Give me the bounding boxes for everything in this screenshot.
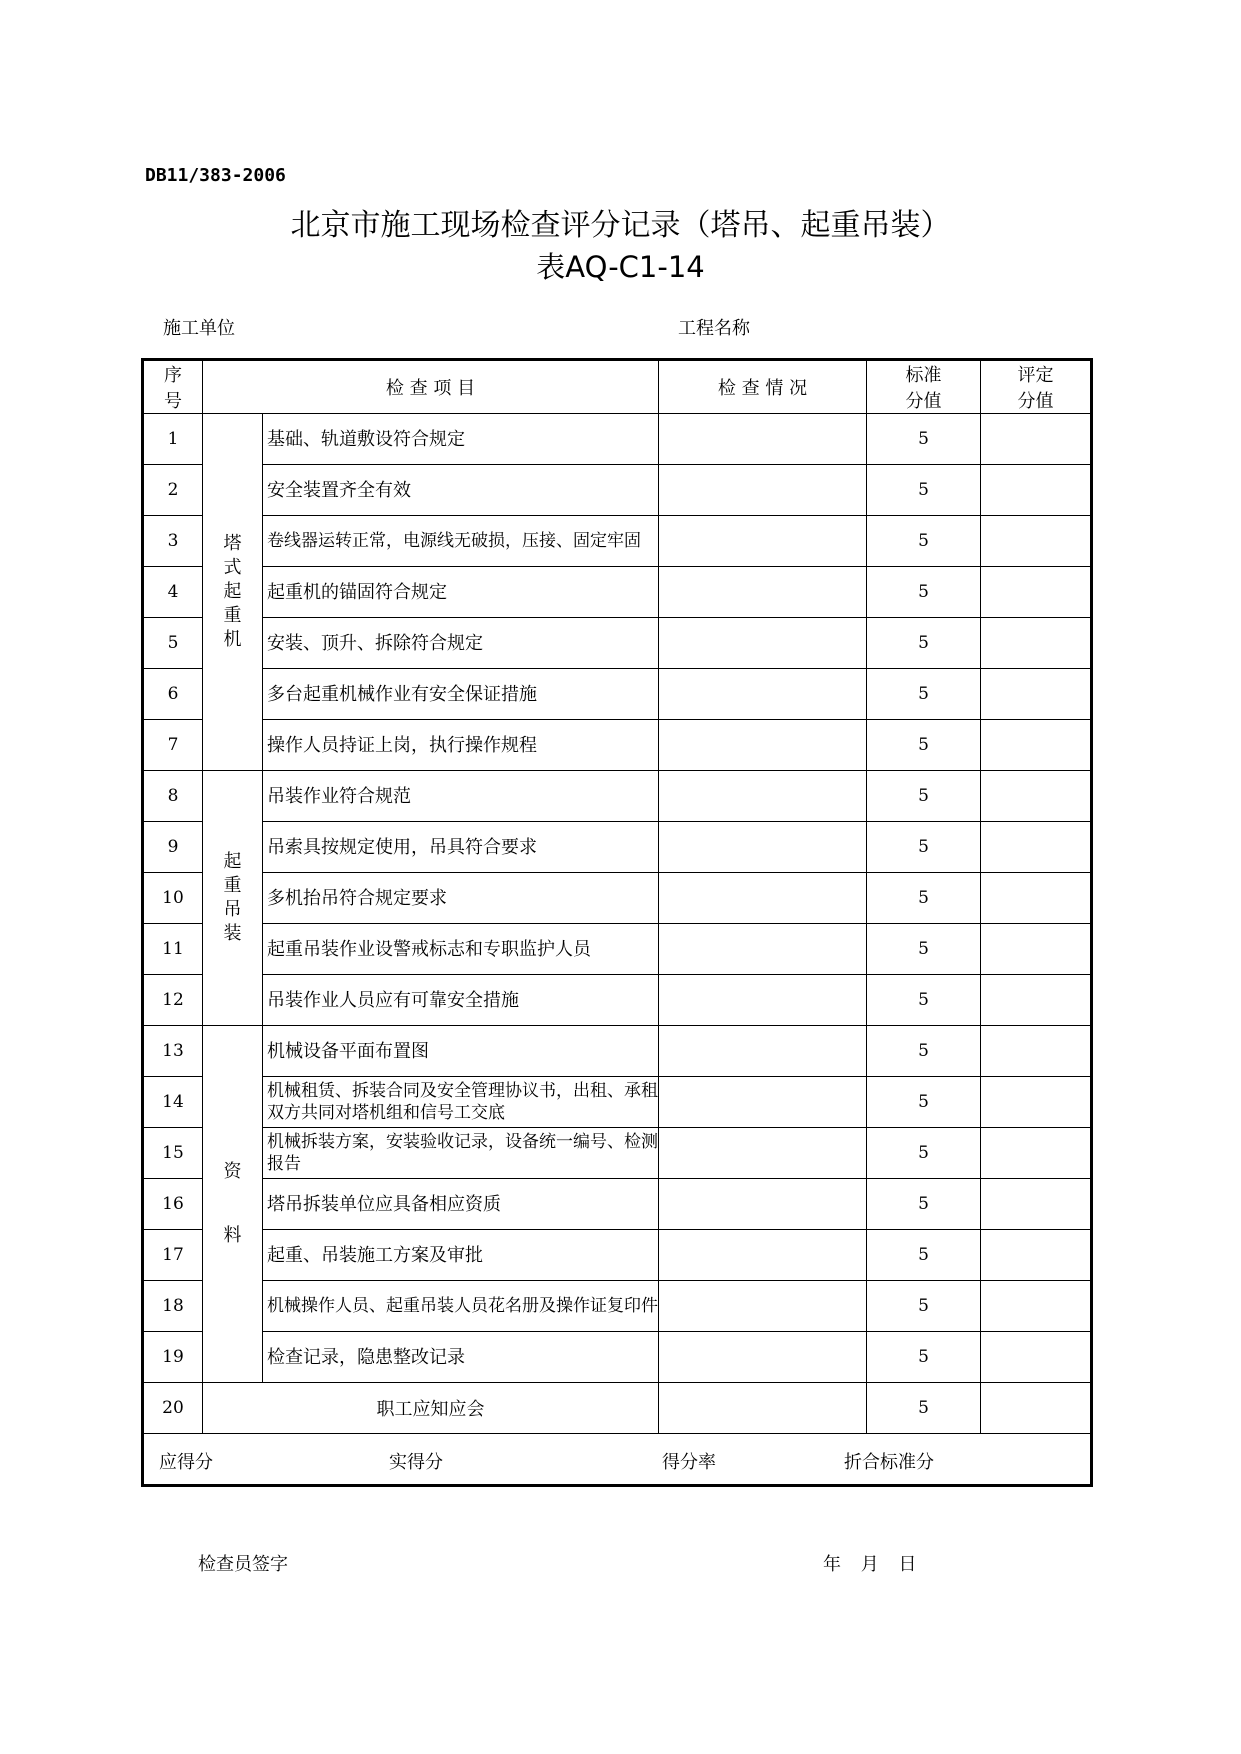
row-evaluated-score-cell[interactable] <box>981 669 1092 720</box>
row-standard-score: 5 <box>867 1077 981 1128</box>
row-item: 机械操作人员、起重吊装人员花名册及操作证复印件 <box>263 1281 659 1332</box>
row-item: 起重吊装作业设警戒标志和专职监护人员 <box>263 924 659 975</box>
row-standard-score: 5 <box>867 1128 981 1179</box>
table-row <box>143 669 1092 720</box>
row-standard-score: 5 <box>867 1332 981 1383</box>
construction-unit-label: 施工单位 <box>163 318 235 339</box>
header-serial-no: 序 号 <box>143 360 203 414</box>
row-evaluated-score-cell[interactable] <box>981 1179 1092 1230</box>
group-char: 装 <box>223 923 242 944</box>
row-status-cell[interactable] <box>659 975 867 1026</box>
row-item: 多机抬吊符合规定要求 <box>263 873 659 924</box>
row-status-cell[interactable] <box>659 1077 867 1128</box>
row-evaluated-score-cell[interactable] <box>981 822 1092 873</box>
group-char: 吊 <box>223 899 242 920</box>
row-standard-score: 5 <box>867 771 981 822</box>
row-item: 多台起重机械作业有安全保证措施 <box>263 669 659 720</box>
project-name-label: 工程名称 <box>678 318 750 339</box>
row-evaluated-score-cell[interactable] <box>981 567 1092 618</box>
row-standard-score: 5 <box>867 873 981 924</box>
row-item: 机械租赁、拆装合同及安全管理协议书，出租、承租双方共同对塔机组和信号工交底 <box>263 1077 659 1128</box>
row-number: 4 <box>143 567 203 618</box>
table-row <box>143 873 1092 924</box>
row-status-cell[interactable] <box>659 1332 867 1383</box>
row-evaluated-score-cell[interactable] <box>981 1383 1092 1434</box>
row-item: 操作人员持证上岗，执行操作规程 <box>263 720 659 771</box>
row-evaluated-score-cell[interactable] <box>981 1332 1092 1383</box>
table-row <box>143 618 1092 669</box>
header-evaluated-score: 评定 分值 <box>981 360 1092 414</box>
row-status-cell[interactable] <box>659 567 867 618</box>
row-item: 塔吊拆装单位应具备相应资质 <box>263 1179 659 1230</box>
row-evaluated-score-cell[interactable] <box>981 975 1092 1026</box>
row-standard-score: 5 <box>867 465 981 516</box>
row-evaluated-score-cell[interactable] <box>981 618 1092 669</box>
header-inspection-status: 检 查 情 况 <box>659 360 867 414</box>
row-status-cell[interactable] <box>659 924 867 975</box>
row-item: 起重机的锚固符合规定 <box>263 567 659 618</box>
converted-score-label: 折合标准分 <box>844 1452 934 1473</box>
group-documents <box>203 1026 263 1383</box>
row-standard-score: 5 <box>867 1281 981 1332</box>
row-evaluated-score-cell[interactable] <box>981 924 1092 975</box>
row-status-cell[interactable] <box>659 771 867 822</box>
table-row <box>143 720 1092 771</box>
group-char: 重 <box>223 875 242 896</box>
actual-score-label: 实得分 <box>389 1452 443 1473</box>
table-row <box>143 771 1092 822</box>
row-number: 18 <box>143 1281 203 1332</box>
row-status-cell[interactable] <box>659 822 867 873</box>
row-number: 17 <box>143 1230 203 1281</box>
row-number: 5 <box>143 618 203 669</box>
row-standard-score: 5 <box>867 516 981 567</box>
table-footer-row <box>143 1434 1092 1486</box>
row-status-cell[interactable] <box>659 669 867 720</box>
row-standard-score: 5 <box>867 822 981 873</box>
row-status-cell[interactable] <box>659 1026 867 1077</box>
row-evaluated-score-cell[interactable] <box>981 1026 1092 1077</box>
row-standard-score: 5 <box>867 567 981 618</box>
row-number: 19 <box>143 1332 203 1383</box>
group-tower-crane <box>203 414 263 771</box>
row-number: 10 <box>143 873 203 924</box>
due-score-label: 应得分 <box>159 1452 213 1473</box>
table-row <box>143 516 1092 567</box>
row-item: 卷线器运转正常，电源线无破损，压接、固定牢固 <box>263 516 659 567</box>
group-char: 机 <box>223 629 242 650</box>
group-char: 塔 <box>223 533 242 554</box>
group-char: 料 <box>223 1225 242 1246</box>
table-row <box>143 567 1092 618</box>
inspection-score-table <box>141 358 1093 1487</box>
row-item: 吊装作业人员应有可靠安全措施 <box>263 975 659 1026</box>
row-standard-score: 5 <box>867 924 981 975</box>
row-item: 机械设备平面布置图 <box>263 1026 659 1077</box>
table-row <box>143 1230 1092 1281</box>
date-label: 年 月 日 <box>823 1554 917 1575</box>
row-standard-score: 5 <box>867 414 981 465</box>
table-row <box>143 1128 1092 1179</box>
standard-code: DB11/383-2006 <box>145 165 286 186</box>
row-item: 基础、轨道敷设符合规定 <box>263 414 659 465</box>
row-standard-score: 5 <box>867 618 981 669</box>
row-standard-score: 5 <box>867 1179 981 1230</box>
group-char: 起 <box>223 851 242 872</box>
table-row <box>143 1179 1092 1230</box>
table-header-row <box>143 360 1092 414</box>
table-row <box>143 1026 1092 1077</box>
table-row <box>143 1077 1092 1128</box>
row-evaluated-score-cell[interactable] <box>981 1128 1092 1179</box>
row-evaluated-score-cell[interactable] <box>981 1281 1092 1332</box>
row-number: 8 <box>143 771 203 822</box>
row-item: 机械拆装方案，安装验收记录，设备统一编号、检测报告 <box>263 1128 659 1179</box>
row-evaluated-score-cell[interactable] <box>981 771 1092 822</box>
group-char: 起 <box>223 581 242 602</box>
group-char: 式 <box>223 557 242 578</box>
table-row <box>143 414 1092 465</box>
table-row <box>143 924 1092 975</box>
inspector-signature-label: 检查员签字 <box>198 1554 288 1575</box>
row-item: 吊索具按规定使用，吊具符合要求 <box>263 822 659 873</box>
row-standard-score: 5 <box>867 720 981 771</box>
row-evaluated-score-cell[interactable] <box>981 414 1092 465</box>
row-status-cell[interactable] <box>659 1179 867 1230</box>
row-number: 9 <box>143 822 203 873</box>
score-summary <box>143 1434 1092 1486</box>
row-status-cell[interactable] <box>659 465 867 516</box>
row-status-cell[interactable] <box>659 720 867 771</box>
row-item: 安全装置齐全有效 <box>263 465 659 516</box>
document-title: 北京市施工现场检查评分记录（塔吊、起重吊装） <box>290 208 951 243</box>
score-rate-label: 得分率 <box>662 1452 716 1473</box>
row-standard-score: 5 <box>867 1026 981 1077</box>
row-evaluated-score-cell[interactable] <box>981 516 1092 567</box>
table-row <box>143 1281 1092 1332</box>
row-number: 1 <box>143 414 203 465</box>
table-row <box>143 1383 1092 1434</box>
header-inspection-item: 检 查 项 目 <box>203 360 659 414</box>
row-status-cell[interactable] <box>659 516 867 567</box>
row-status-cell[interactable] <box>659 1281 867 1332</box>
row-number: 16 <box>143 1179 203 1230</box>
row-evaluated-score-cell[interactable] <box>981 720 1092 771</box>
row-evaluated-score-cell[interactable] <box>981 1077 1092 1128</box>
row-number: 11 <box>143 924 203 975</box>
row-standard-score: 5 <box>867 669 981 720</box>
group-char: 资 <box>223 1161 242 1182</box>
row-number: 20 <box>143 1383 203 1434</box>
row-status-cell[interactable] <box>659 1230 867 1281</box>
header-standard-score: 标准 分值 <box>867 360 981 414</box>
group-lifting <box>203 771 263 1026</box>
row-status-cell[interactable] <box>659 414 867 465</box>
row-item: 吊装作业符合规范 <box>263 771 659 822</box>
row-number: 3 <box>143 516 203 567</box>
row-item: 安装、顶升、拆除符合规定 <box>263 618 659 669</box>
row-evaluated-score-cell[interactable] <box>981 465 1092 516</box>
row-number: 14 <box>143 1077 203 1128</box>
row-standard-score: 5 <box>867 1230 981 1281</box>
row-status-cell[interactable] <box>659 873 867 924</box>
row-status-cell[interactable] <box>659 618 867 669</box>
row-item: 检查记录，隐患整改记录 <box>263 1332 659 1383</box>
row-standard-score: 5 <box>867 975 981 1026</box>
row-number: 15 <box>143 1128 203 1179</box>
row-evaluated-score-cell[interactable] <box>981 873 1092 924</box>
row-number: 6 <box>143 669 203 720</box>
row-evaluated-score-cell[interactable] <box>981 1230 1092 1281</box>
table-row <box>143 822 1092 873</box>
table-row <box>143 1332 1092 1383</box>
group-char: 重 <box>223 605 242 626</box>
row-status-cell[interactable] <box>659 1128 867 1179</box>
row-standard-score: 5 <box>867 1383 981 1434</box>
row-number: 7 <box>143 720 203 771</box>
form-number: 表AQ-C1-14 <box>536 250 705 284</box>
row-item: 起重、吊装施工方案及审批 <box>263 1230 659 1281</box>
row-item: 职工应知应会 <box>203 1383 659 1434</box>
row-number: 2 <box>143 465 203 516</box>
table-row <box>143 975 1092 1026</box>
row-status-cell[interactable] <box>659 1383 867 1434</box>
row-number: 13 <box>143 1026 203 1077</box>
table-row <box>143 465 1092 516</box>
row-number: 12 <box>143 975 203 1026</box>
